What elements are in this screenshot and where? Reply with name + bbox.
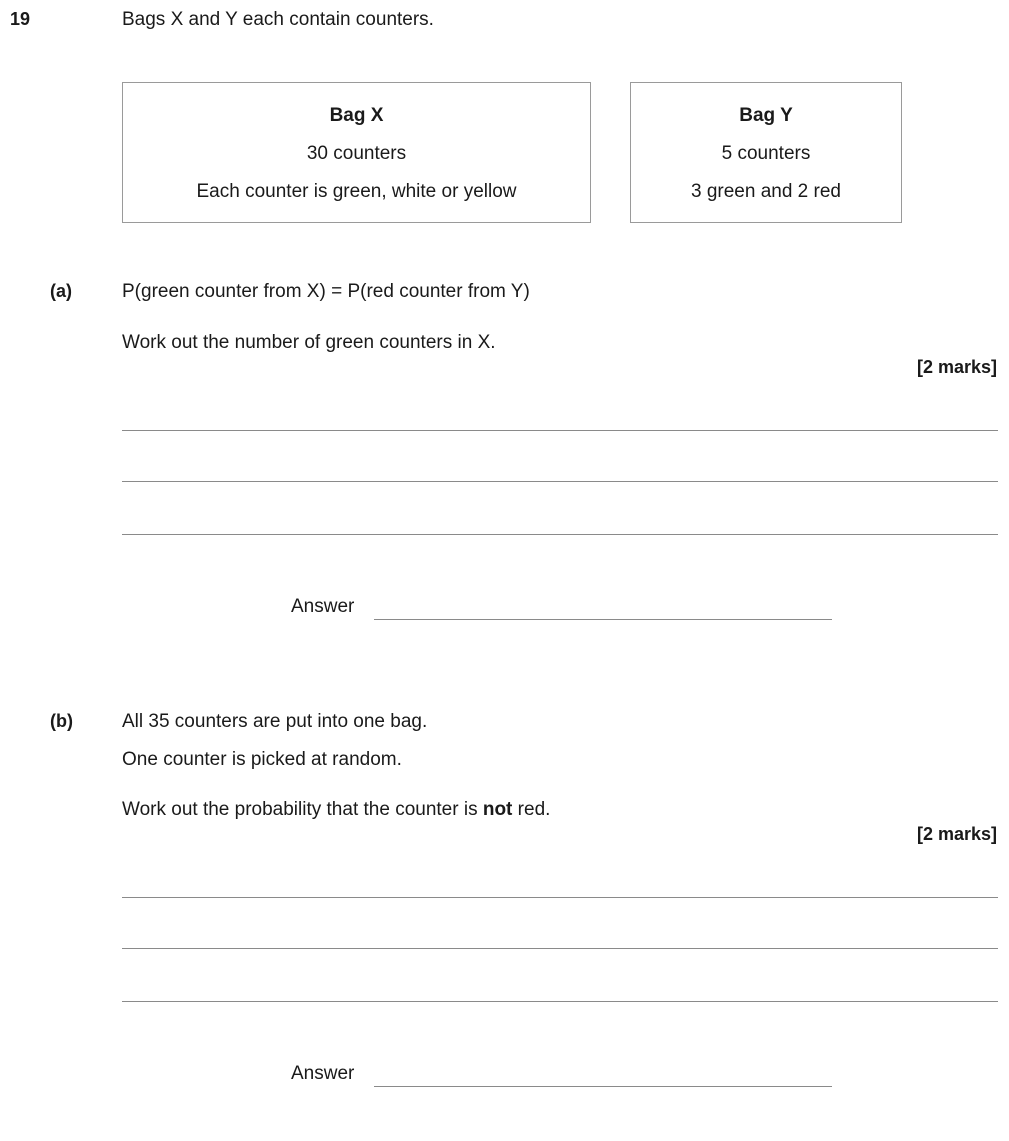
bag-y-box — [630, 82, 902, 223]
part-b-line1: All 35 counters are put into one bag. — [122, 711, 428, 732]
working-line[interactable] — [122, 481, 998, 482]
working-line[interactable] — [122, 897, 998, 898]
part-a-task: Work out the number of green counters in X. — [122, 332, 496, 353]
part-a-label: (a) — [50, 281, 72, 301]
part-b-task — [122, 799, 550, 821]
part-b-label: (b) — [50, 711, 73, 731]
part-a-answer-label: Answer — [291, 596, 355, 617]
part-b-task-end: red. — [512, 799, 551, 820]
bag-x-title: Bag X — [329, 105, 384, 126]
working-line[interactable] — [122, 948, 998, 949]
question-number: 19 — [10, 9, 31, 29]
bag-y-count: 5 counters — [721, 143, 811, 164]
bag-y-title: Bag Y — [739, 105, 793, 126]
working-line[interactable] — [122, 534, 998, 535]
part-b-task-emphasis: not — [482, 799, 513, 820]
bag-x-detail: Each counter is green, white or yellow — [196, 181, 517, 202]
bag-x-count: 30 counters — [306, 143, 407, 164]
working-line[interactable] — [122, 430, 998, 431]
part-a-given: P(green counter from X) = P(red counter from Y) — [122, 281, 530, 302]
part-a-marks: [2 marks] — [916, 357, 997, 377]
question-intro: Bags X and Y each contain counters. — [122, 9, 434, 30]
part-b-marks: [2 marks] — [916, 824, 997, 844]
part-b-task-start: Work out the probability that the counter is — [122, 799, 483, 820]
part-b-answer-line[interactable] — [374, 1086, 832, 1087]
part-b-line2: One counter is picked at random. — [122, 749, 402, 770]
bag-x-box — [122, 82, 591, 223]
part-b-answer-label: Answer — [291, 1063, 355, 1084]
bag-y-detail: 3 green and 2 red — [690, 181, 841, 202]
part-a-answer-line[interactable] — [374, 619, 832, 620]
working-line[interactable] — [122, 1001, 998, 1002]
